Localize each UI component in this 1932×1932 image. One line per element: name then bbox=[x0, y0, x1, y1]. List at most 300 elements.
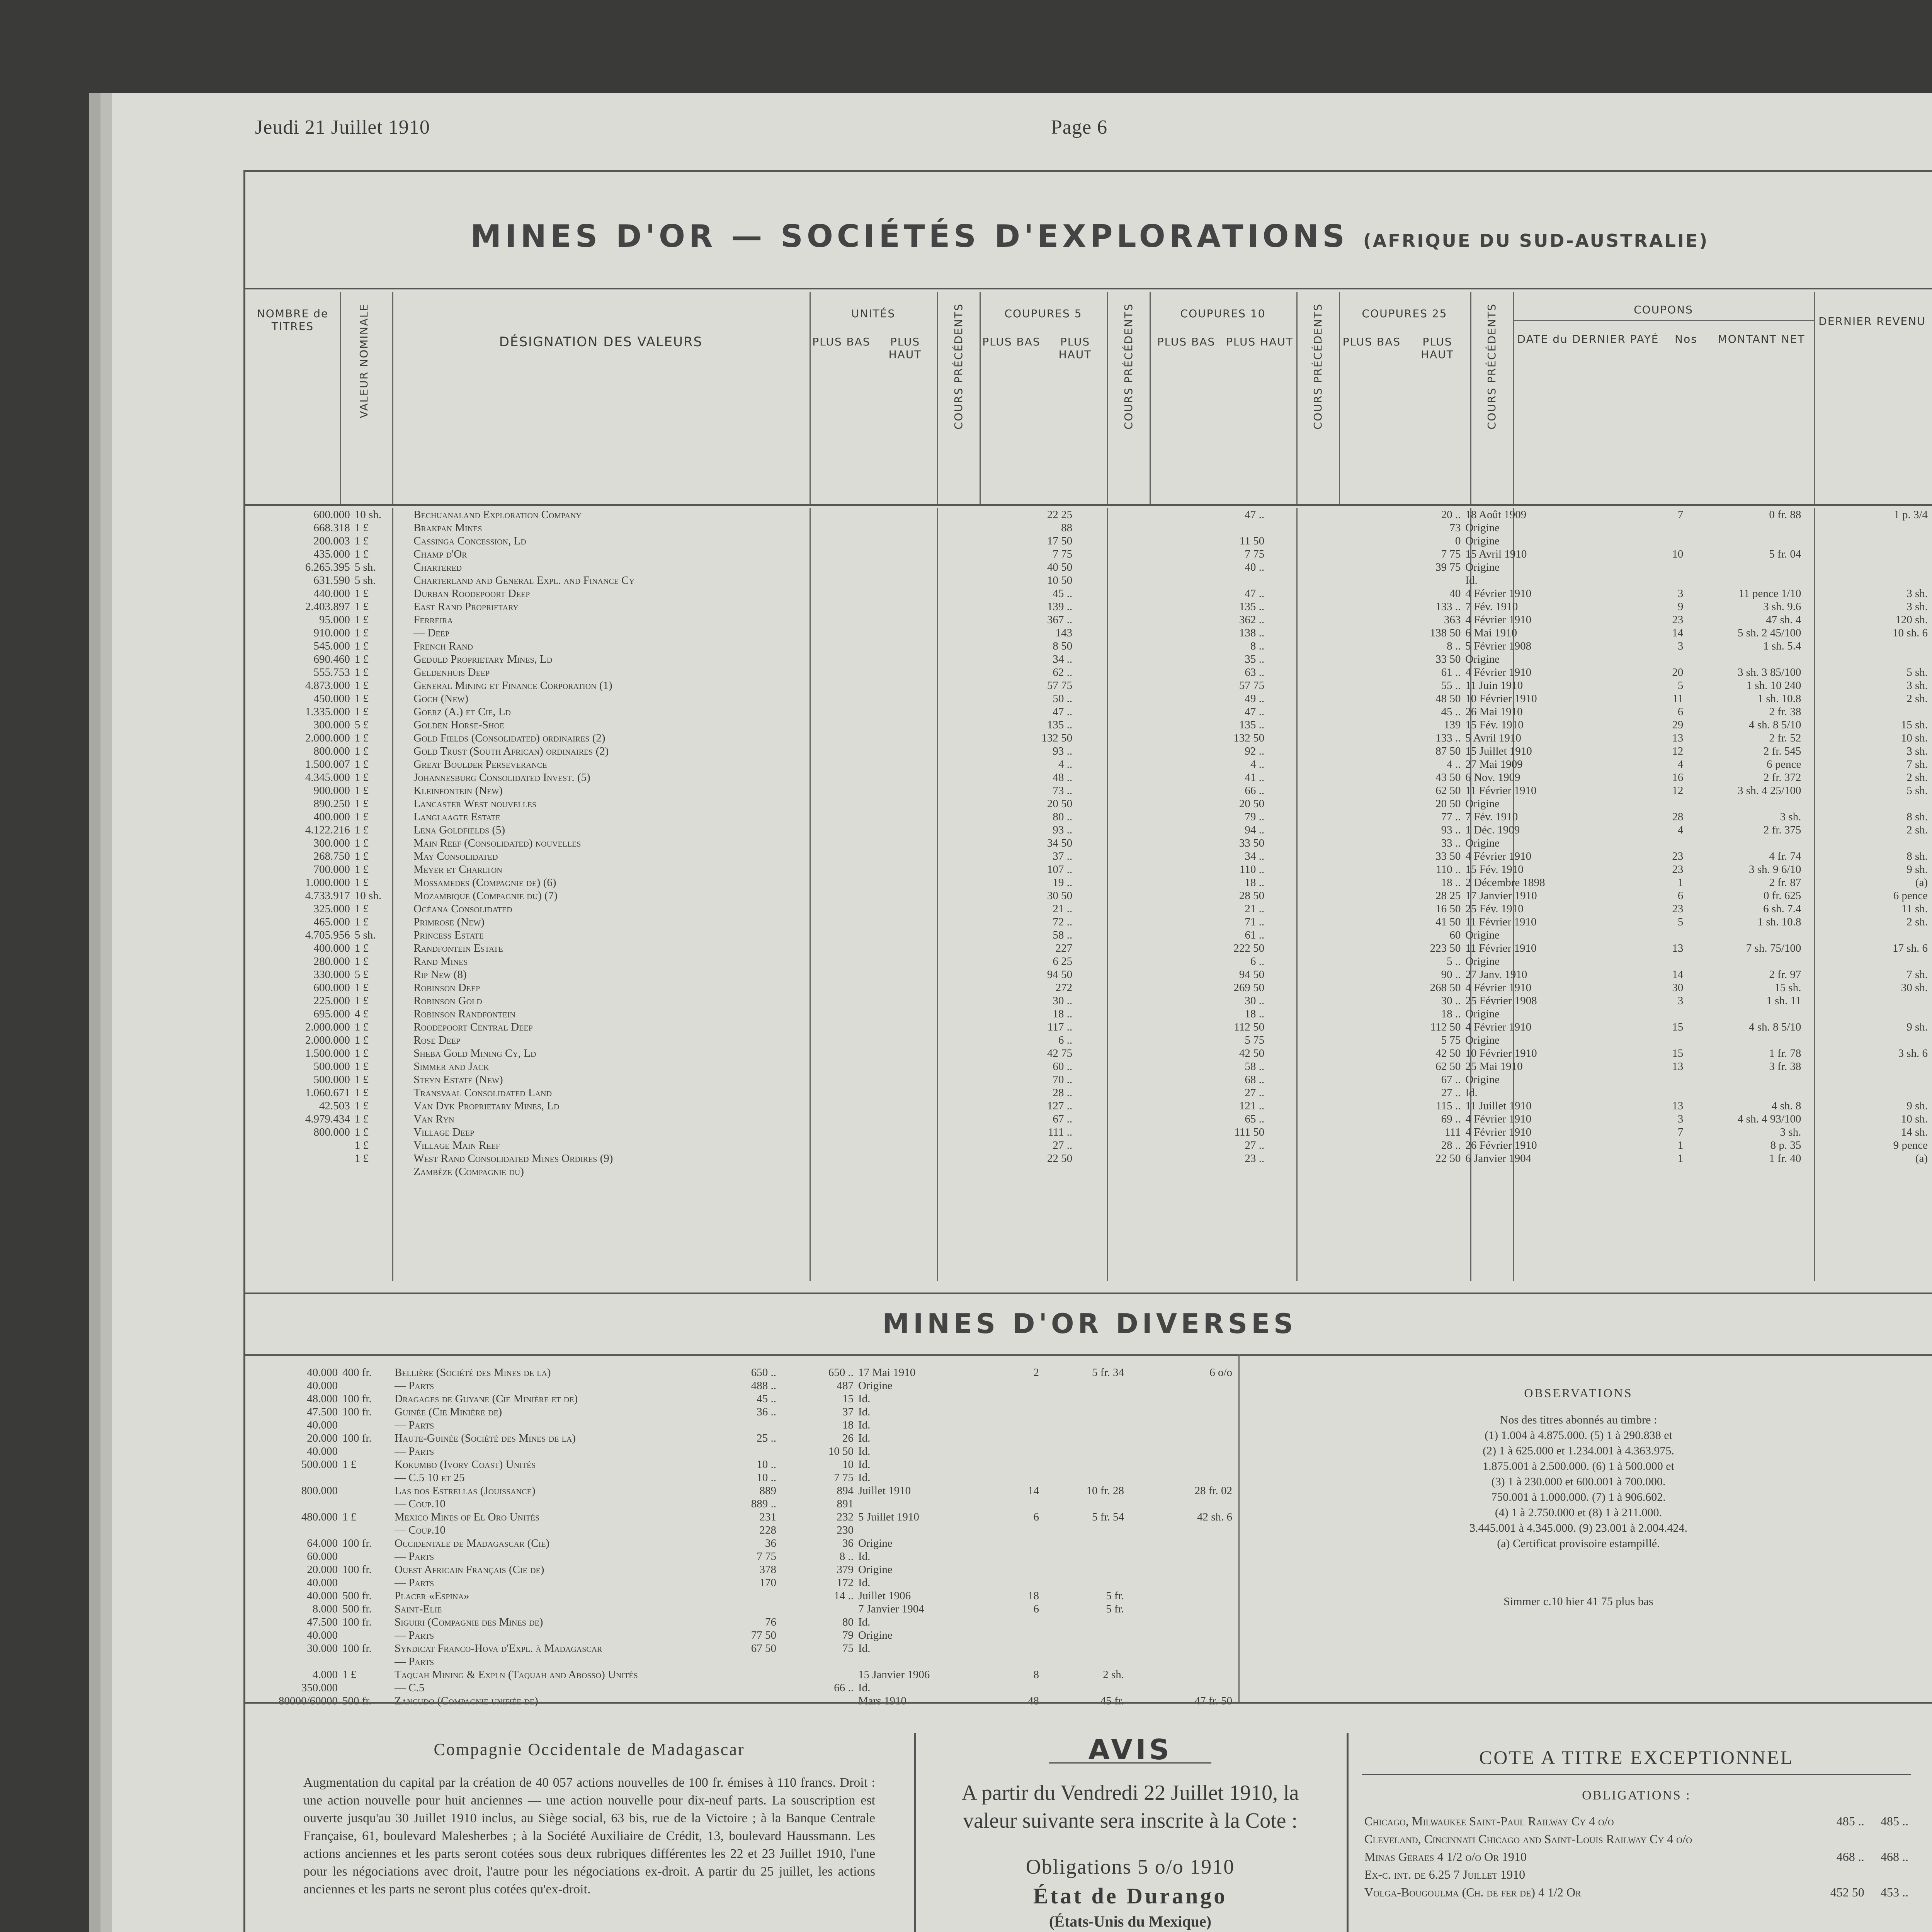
cell bbox=[1803, 929, 1930, 942]
cell: 3 bbox=[1677, 1113, 1684, 1125]
cell: 15 bbox=[842, 1393, 854, 1405]
cell: 1 £ bbox=[354, 798, 369, 810]
cell: 1 £ bbox=[354, 614, 369, 626]
cell: 27 .. bbox=[1441, 1087, 1461, 1099]
cell bbox=[1041, 1379, 1126, 1392]
cell bbox=[1041, 1445, 1126, 1458]
cell bbox=[1003, 1471, 1041, 1484]
cell: Robinson Gold bbox=[413, 995, 482, 1007]
cell: East Rand Proprietary bbox=[413, 600, 519, 613]
cell: 15 Janvier 1906 bbox=[858, 1668, 930, 1681]
cell: 100 fr. bbox=[342, 1393, 372, 1405]
cell: 15 sh. bbox=[1774, 981, 1801, 994]
cell: — Parts bbox=[395, 1550, 434, 1563]
cell: 30 sh. bbox=[1901, 981, 1928, 994]
table-row bbox=[1362, 1866, 1911, 1883]
avis-notice bbox=[933, 1733, 1327, 1932]
cell: 34 50 bbox=[1047, 837, 1073, 849]
avis-obligations: Obligations 5 o/o 1910 bbox=[1026, 1855, 1235, 1878]
cell: 9 sh. bbox=[1906, 1021, 1928, 1033]
cell: Origine bbox=[858, 1629, 893, 1641]
cell: 67 50 bbox=[751, 1642, 776, 1655]
table-row bbox=[245, 653, 1930, 666]
cell: 57 75 bbox=[1047, 679, 1073, 692]
cell: 18 bbox=[842, 1419, 854, 1431]
cell: 4 .. bbox=[1058, 758, 1073, 770]
cell: 2 sh. bbox=[1906, 692, 1928, 705]
table-row bbox=[245, 1165, 1930, 1178]
page-number: Page 6 bbox=[1051, 116, 1108, 138]
table-row bbox=[245, 1099, 1930, 1112]
cell: 1 £ bbox=[354, 1021, 369, 1033]
table-row bbox=[245, 561, 1930, 574]
cell: 3 sh. bbox=[1906, 600, 1928, 613]
cell: Golden Horse-Shoe bbox=[413, 719, 505, 731]
cell: 60 bbox=[1449, 929, 1461, 941]
cell: 2 fr. 545 bbox=[1763, 745, 1801, 757]
observations-title: OBSERVATIONS bbox=[1524, 1386, 1633, 1400]
cell: 232 bbox=[837, 1511, 854, 1523]
table-row bbox=[245, 1576, 1235, 1589]
cell bbox=[1126, 1681, 1235, 1694]
cell: 1.500.000 bbox=[305, 1047, 350, 1060]
rule bbox=[245, 1354, 1932, 1356]
cell: 28 bbox=[1672, 811, 1684, 823]
cell: 93 .. bbox=[1441, 824, 1461, 836]
cell bbox=[856, 1524, 1003, 1537]
cell: 6 .. bbox=[1058, 1034, 1073, 1046]
col-cours4: COURS PRÉCÉDENTS bbox=[1470, 292, 1514, 504]
cell: 890.250 bbox=[313, 798, 350, 810]
cell: 42 75 bbox=[1047, 1047, 1073, 1060]
cell: Origine bbox=[1465, 535, 1500, 547]
cell: 13 bbox=[1672, 732, 1684, 744]
cell bbox=[1685, 929, 1803, 942]
cell: Robinson Deep bbox=[413, 981, 480, 994]
cell: 143 bbox=[1055, 627, 1073, 639]
cell: 700.000 bbox=[313, 863, 350, 876]
cell: 1 sh. 5.4 bbox=[1763, 640, 1801, 652]
table-row bbox=[245, 1060, 1930, 1073]
cell: 7 sh. 75/100 bbox=[1746, 942, 1801, 954]
cell bbox=[340, 1471, 392, 1484]
cell: 468 .. bbox=[1836, 1850, 1864, 1864]
cell: 40.000 bbox=[307, 1366, 338, 1379]
cell: 485 .. bbox=[1881, 1814, 1908, 1828]
cell: 5 fr. 54 bbox=[1092, 1511, 1124, 1523]
cell: 47 fr. 50 bbox=[1194, 1695, 1232, 1707]
cell: 27 Janv. 1910 bbox=[1465, 968, 1527, 981]
col-unites: UNITÉS PLUS BAS PLUS HAUT bbox=[810, 292, 938, 504]
cell: 1 £ bbox=[354, 627, 369, 639]
cell: Mexico Mines of El Oro Unités bbox=[395, 1511, 540, 1523]
cell: 3 sh. 6 bbox=[1898, 1047, 1928, 1060]
cell: 6 bbox=[1033, 1603, 1039, 1615]
cell: 139 bbox=[1444, 719, 1461, 731]
cell: 13 bbox=[1672, 1060, 1684, 1073]
cell bbox=[1126, 1589, 1235, 1602]
cell: 64.000 bbox=[307, 1537, 338, 1549]
cell: 8.000 bbox=[312, 1603, 338, 1615]
cell: 1 Déc. 1909 bbox=[1465, 824, 1520, 836]
cell bbox=[1685, 955, 1803, 968]
cell: 77 50 bbox=[751, 1629, 776, 1641]
cell bbox=[1685, 561, 1803, 574]
cell: 4 Février 1910 bbox=[1465, 614, 1532, 626]
cell: 9 pence bbox=[1893, 1139, 1928, 1151]
cell: 5 Avril 1910 bbox=[1465, 732, 1521, 744]
cell: 20 bbox=[1672, 666, 1684, 679]
cell: — Deep bbox=[413, 627, 449, 639]
cell bbox=[1803, 837, 1930, 850]
cell: 2 sh. bbox=[1906, 771, 1928, 784]
cell bbox=[1803, 1165, 1930, 1178]
table-row bbox=[245, 771, 1930, 784]
cell: 889 bbox=[759, 1485, 776, 1497]
cell bbox=[1041, 1576, 1126, 1589]
cell: 1 £ bbox=[354, 784, 369, 797]
cell: 135 .. bbox=[1239, 600, 1265, 613]
cell bbox=[245, 1165, 352, 1178]
cell: Roodepoort Central Deep bbox=[413, 1021, 533, 1033]
cell: 500.000 bbox=[313, 1060, 350, 1073]
cell bbox=[1126, 1524, 1235, 1537]
cell bbox=[1075, 1165, 1267, 1178]
cell: 4 bbox=[1677, 824, 1684, 836]
cell bbox=[1638, 929, 1685, 942]
cell bbox=[1126, 1418, 1235, 1432]
cell: 1 sh. 10.8 bbox=[1757, 916, 1801, 928]
table-row bbox=[245, 718, 1930, 731]
cell: 68 .. bbox=[1245, 1073, 1265, 1086]
cell: Chicago, Milwaukee Saint-Paul Railway Cy 4 o/o bbox=[1364, 1814, 1614, 1828]
cell bbox=[352, 1165, 411, 1178]
cell: 61 .. bbox=[1441, 666, 1461, 679]
cell bbox=[1075, 574, 1267, 587]
cell: 894 bbox=[837, 1485, 854, 1497]
cell: 1 bbox=[1677, 876, 1684, 889]
col-designation: DÉSIGNATION DES VALEURS bbox=[392, 292, 811, 504]
cell: 8 .. bbox=[1447, 640, 1461, 652]
cell bbox=[1685, 1007, 1803, 1020]
cell: 138 50 bbox=[1430, 627, 1461, 639]
cell bbox=[779, 1602, 856, 1616]
cell: 94 50 bbox=[1047, 968, 1073, 981]
cell: 5 fr. 04 bbox=[1769, 548, 1801, 560]
cell bbox=[340, 1629, 392, 1642]
cell: 400.000 bbox=[313, 942, 350, 954]
cote-exceptionnelle bbox=[1362, 1748, 1911, 1901]
cell: 440.000 bbox=[313, 587, 350, 600]
table-row bbox=[245, 1563, 1235, 1576]
cell: Kleinfontein (New) bbox=[413, 784, 503, 797]
col-cours3: COURS PRÉCÉDENTS bbox=[1296, 292, 1340, 504]
cell: Id. bbox=[858, 1577, 871, 1589]
cell: 37 .. bbox=[1053, 850, 1073, 862]
cell: 33 50 bbox=[1435, 850, 1461, 862]
cell: 7 75 bbox=[834, 1471, 854, 1484]
cell bbox=[1126, 1655, 1235, 1668]
cell: 268.750 bbox=[313, 850, 350, 862]
cell bbox=[1041, 1392, 1126, 1405]
cell: Zambèze (Compagnie du) bbox=[413, 1165, 524, 1178]
table-row bbox=[245, 1392, 1235, 1405]
table-row bbox=[245, 797, 1930, 810]
cell: 4 £ bbox=[354, 1008, 369, 1020]
cell: 272 bbox=[1055, 981, 1073, 994]
cell: Las dos Estrellas (Jouissance) bbox=[395, 1485, 536, 1497]
cell bbox=[245, 1139, 352, 1152]
table-row bbox=[245, 994, 1930, 1007]
table-row bbox=[245, 1497, 1235, 1510]
cell: 20 50 bbox=[1239, 798, 1265, 810]
cell bbox=[1685, 1086, 1803, 1099]
cell bbox=[1003, 1432, 1041, 1445]
cell: 10 sh. 6 bbox=[1892, 627, 1928, 639]
cell: 900.000 bbox=[313, 784, 350, 797]
cell: 11 Juillet 1910 bbox=[1465, 1100, 1532, 1112]
cell: 8 50 bbox=[1053, 640, 1073, 652]
cell: 2 fr. 97 bbox=[1769, 968, 1801, 981]
table-row bbox=[245, 508, 1930, 521]
cell bbox=[1003, 1405, 1041, 1418]
cell: 545.000 bbox=[313, 640, 350, 652]
cell bbox=[1041, 1405, 1126, 1418]
cell: 1 £ bbox=[354, 587, 369, 600]
cell bbox=[1041, 1432, 1126, 1445]
cell bbox=[1638, 534, 1685, 548]
cell: 13 bbox=[1672, 1100, 1684, 1112]
cell: 1 £ bbox=[354, 548, 369, 560]
cell: 1 £ bbox=[354, 903, 369, 915]
cell: Robinson Randfontein bbox=[413, 1008, 515, 1020]
table-row bbox=[245, 837, 1930, 850]
cell: 4.000 bbox=[312, 1668, 338, 1681]
cell: Syndicat Franco-Hova d'Expl. à Madagascar bbox=[395, 1642, 602, 1655]
cell: 22 25 bbox=[1047, 509, 1073, 521]
cell: 600.000 bbox=[313, 509, 350, 521]
cell bbox=[1041, 1497, 1126, 1510]
cell: 1 £ bbox=[354, 981, 369, 994]
cell: 15 Juillet 1910 bbox=[1465, 745, 1532, 757]
cell: 11 pence 1/10 bbox=[1738, 587, 1801, 600]
cell: 500.000 bbox=[301, 1458, 338, 1471]
cell: 5 bbox=[1677, 916, 1684, 928]
table-row bbox=[245, 574, 1930, 587]
cell: 500.000 bbox=[313, 1073, 350, 1086]
cell: 36 bbox=[765, 1537, 776, 1549]
cell: Gold Trust (South African) ordinaires (2) bbox=[413, 745, 609, 757]
cell: Cleveland, Cincinnati Chicago and Saint-Louis Railway Cy 4 o/o bbox=[1364, 1832, 1692, 1846]
cell: Id. bbox=[858, 1682, 871, 1694]
cell: Dragages de Guyane (Cie Minière et de) bbox=[395, 1393, 578, 1405]
cell: 80000/60000 bbox=[278, 1695, 338, 1707]
cell: 26 Mai 1910 bbox=[1465, 706, 1523, 718]
section1-table-area bbox=[245, 508, 1932, 1281]
cell bbox=[1803, 797, 1930, 810]
cell: 6 Mai 1910 bbox=[1465, 627, 1517, 639]
cell: 4 Février 1910 bbox=[1465, 850, 1532, 862]
cell: 67 .. bbox=[1441, 1073, 1461, 1086]
cell: 1 £ bbox=[354, 745, 369, 757]
cell: — C.5 10 et 25 bbox=[395, 1471, 465, 1484]
cell: 1 £ bbox=[354, 1100, 369, 1112]
cell: 14 sh. bbox=[1901, 1126, 1928, 1138]
cell: 71 .. bbox=[1245, 916, 1265, 928]
cell: 28 25 bbox=[1435, 889, 1461, 902]
table-row bbox=[245, 1366, 1235, 1379]
table-row bbox=[245, 692, 1930, 705]
cell: Origine bbox=[1465, 929, 1500, 941]
cell: 1 £ bbox=[354, 863, 369, 876]
cell: 111 bbox=[1445, 1126, 1461, 1138]
observation-line: (4) 1 à 2.750.000 et (8) 1 à 211.000. bbox=[1495, 1506, 1662, 1519]
cell bbox=[1041, 1550, 1126, 1563]
cell: 5 sh. bbox=[1906, 784, 1928, 797]
cell: 11 Février 1910 bbox=[1465, 942, 1537, 954]
cell: — C.5 bbox=[395, 1682, 425, 1694]
section2-table bbox=[245, 1366, 1235, 1708]
cell: 40.000 bbox=[307, 1577, 338, 1589]
cell bbox=[1003, 1550, 1041, 1563]
cell: 20 .. bbox=[1441, 509, 1461, 521]
cell: 0 bbox=[1455, 535, 1461, 547]
cell: 18 Août 1909 bbox=[1465, 509, 1527, 521]
cell: 367 .. bbox=[1047, 614, 1073, 626]
cell bbox=[245, 1152, 352, 1165]
cell bbox=[1814, 1866, 1867, 1883]
cell: 5 sh. 2 45/100 bbox=[1738, 627, 1801, 639]
cell bbox=[340, 1445, 392, 1458]
cell: 695.000 bbox=[313, 1008, 350, 1020]
observations-note: Simmer c.10 hier 41 75 plus bas bbox=[1503, 1595, 1653, 1608]
cell: — Parts bbox=[395, 1379, 434, 1392]
cell bbox=[1463, 1165, 1638, 1178]
cell bbox=[1814, 1830, 1867, 1848]
cell bbox=[1126, 1616, 1235, 1629]
cell: 3 sh. bbox=[1906, 679, 1928, 692]
cell: Id. bbox=[858, 1616, 871, 1628]
cell: 12 bbox=[1672, 745, 1684, 757]
cell: 0 fr. 625 bbox=[1763, 889, 1801, 902]
cell: 20 50 bbox=[1435, 798, 1461, 810]
cell: 47 .. bbox=[1053, 706, 1073, 718]
cell: 25 Fév. 1910 bbox=[1465, 903, 1524, 915]
table-row bbox=[1362, 1883, 1911, 1901]
cell: 21 .. bbox=[1245, 903, 1265, 915]
table-row bbox=[245, 1086, 1930, 1099]
cell bbox=[1003, 1418, 1041, 1432]
cell: 67 .. bbox=[1053, 1113, 1073, 1125]
cell: 75 bbox=[842, 1642, 854, 1655]
cell bbox=[1126, 1563, 1235, 1576]
cell bbox=[1267, 574, 1463, 587]
cell: Id. bbox=[858, 1419, 871, 1431]
table-row bbox=[245, 863, 1930, 876]
cell: 435.000 bbox=[313, 548, 350, 560]
cell: Goerz (A.) et Cie, Ld bbox=[413, 706, 511, 718]
observation-line: 3.445.001 à 4.345.000. (9) 23.001 à 2.004.424. bbox=[1469, 1522, 1688, 1534]
cell: 133 .. bbox=[1435, 732, 1461, 744]
cell: 800.000 bbox=[313, 1126, 350, 1138]
cell: 2 fr. 38 bbox=[1769, 706, 1801, 718]
cell: Id. bbox=[858, 1458, 871, 1471]
cell: 1 £ bbox=[354, 706, 369, 718]
cell bbox=[701, 1589, 779, 1602]
cell: — Parts bbox=[395, 1629, 434, 1641]
cell: 40.000 bbox=[307, 1445, 338, 1458]
cell: 15 Fév. 1910 bbox=[1465, 719, 1524, 731]
avis-title: AVIS bbox=[1088, 1733, 1172, 1766]
cell: Lena Goldfields (5) bbox=[413, 824, 505, 836]
cell: 650 .. bbox=[828, 1366, 854, 1379]
cell: 40.000 bbox=[307, 1419, 338, 1431]
cell: 1 £ bbox=[354, 1113, 369, 1125]
cell: Origine bbox=[858, 1379, 893, 1392]
cell: Village Main Reef bbox=[413, 1139, 500, 1151]
cell: 5 75 bbox=[1441, 1034, 1461, 1046]
cell: 112 50 bbox=[1234, 1021, 1265, 1033]
table-row bbox=[1362, 1830, 1911, 1848]
cell: 222 50 bbox=[1233, 942, 1265, 954]
cell bbox=[1803, 653, 1930, 666]
cell: — Coup.10 bbox=[395, 1498, 446, 1510]
cell: 1 £ bbox=[354, 916, 369, 928]
cell: 16 50 bbox=[1435, 903, 1461, 915]
table-row bbox=[245, 1484, 1235, 1497]
col-dernier-revenu: DERNIER REVENU bbox=[1818, 315, 1926, 328]
cell: Placer «Espina» bbox=[395, 1590, 469, 1602]
cell: 6 bbox=[1677, 706, 1684, 718]
cell: 6 Nov. 1909 bbox=[1465, 771, 1520, 784]
cell: 27 .. bbox=[1245, 1087, 1265, 1099]
cell: 28 50 bbox=[1239, 889, 1265, 902]
cell: Occidentale de Madagascar (Cie) bbox=[395, 1537, 550, 1549]
cell: 465.000 bbox=[313, 916, 350, 928]
cell: 6 bbox=[1033, 1511, 1039, 1523]
cell: Origine bbox=[1465, 955, 1500, 968]
cell: 6 o/o bbox=[1209, 1366, 1232, 1379]
cell: 29 bbox=[1672, 719, 1684, 731]
cell: 1 £ bbox=[354, 1126, 369, 1138]
cell: 40 50 bbox=[1047, 561, 1073, 573]
cell: 6 pence bbox=[1767, 758, 1801, 770]
cell: 15 sh. bbox=[1901, 719, 1928, 731]
cell: 5 .. bbox=[1447, 955, 1461, 968]
cell: 480.000 bbox=[301, 1511, 338, 1523]
cell: 34 .. bbox=[1053, 653, 1073, 665]
cell: 5 Juillet 1910 bbox=[858, 1511, 919, 1523]
table-row bbox=[245, 981, 1930, 994]
cell: 4 Février 1910 bbox=[1465, 981, 1532, 994]
cell: Mozambique (Compagnie du) (7) bbox=[413, 889, 558, 902]
rule bbox=[245, 288, 1932, 289]
cell: 5 £ bbox=[354, 719, 369, 731]
cell: Saint-Elie bbox=[395, 1603, 442, 1615]
cell: 14 bbox=[1028, 1485, 1039, 1497]
cell: 18 .. bbox=[1245, 876, 1265, 889]
cell: 363 bbox=[1444, 614, 1461, 626]
cell bbox=[1803, 705, 1930, 718]
cell bbox=[1041, 1563, 1126, 1576]
cell: 268 50 bbox=[1430, 981, 1461, 994]
cell: 269 50 bbox=[1233, 981, 1265, 994]
table-row bbox=[245, 1510, 1235, 1524]
cell: 117 .. bbox=[1047, 1021, 1073, 1033]
cell: 2.000.000 bbox=[305, 1021, 350, 1033]
cell: 487 bbox=[837, 1379, 854, 1392]
cell bbox=[1003, 1681, 1041, 1694]
